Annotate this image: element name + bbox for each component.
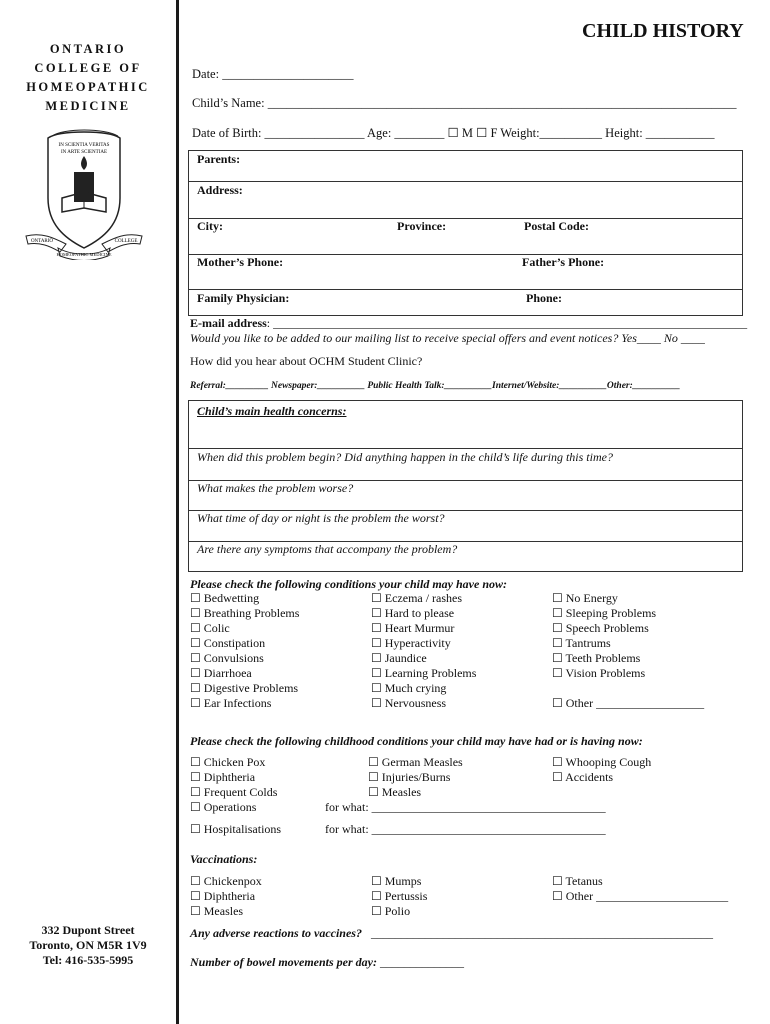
checkbox-item: ☐ Diphtheria: [190, 770, 256, 784]
svg-text:ONTARIO: ONTARIO: [30, 239, 54, 244]
checkbox-item: ☐ Whooping Cough: [552, 755, 652, 769]
checkbox-item: ☐ Constipation: [190, 636, 266, 650]
checkbox-item: ☐ Diarrhoea: [190, 666, 252, 680]
checkbox-item: ☐ Colic: [190, 621, 230, 635]
checkbox-item: ☐ Bedwetting: [190, 591, 260, 605]
vaccinations-col3[interactable]: [552, 874, 728, 904]
main-concerns-field[interactable]: Child’s main health concerns:: [197, 404, 347, 418]
checkbox-item: ☐ Vision Problems: [552, 666, 646, 680]
operations-for-what-field[interactable]: for what: _______________________________________: [325, 800, 606, 814]
hospitalisations-for-what-field[interactable]: for what: _______________________________________: [325, 822, 606, 836]
address-field[interactable]: Address:: [197, 183, 243, 197]
checkbox-item: ☐ Teeth Problems: [552, 651, 641, 665]
conditions-had-col2[interactable]: [368, 755, 463, 800]
checkbox-item: ☐ German Measles: [368, 755, 463, 769]
checkbox-item: ☐ Chickenpox: [190, 874, 262, 888]
mailing-list-question[interactable]: Would you like to be added to our mailing list to receive special offers and event notices? Yes____ No ____: [190, 331, 705, 345]
mother-phone-field[interactable]: Mother’s Phone:: [197, 255, 284, 269]
checkbox-item: ☐ Accidents: [552, 770, 614, 784]
checkbox-item: ☐ Speech Problems: [552, 621, 649, 635]
referral-options[interactable]: Referral:_________ Newspaper:__________ Public Health Talk:__________Internet/Website:__________Other:__________: [190, 381, 681, 391]
page-title: CHILD HISTORY: [582, 20, 744, 42]
margin-divider: [176, 0, 179, 1024]
checkbox-item: ☐ Pertussis: [371, 889, 428, 903]
problem-time-question[interactable]: What time of day or night is the problem the worst?: [197, 511, 445, 525]
checkbox-item: ☐ Eczema / rashes: [371, 591, 463, 605]
checkbox-item: ☐ Breathing Problems: [190, 606, 300, 620]
svg-text:COLLEGE: COLLEGE: [114, 239, 138, 244]
checkbox-item: ☐ Heart Murmur: [371, 621, 455, 635]
checkbox-item: ☐ Jaundice: [371, 651, 427, 665]
email-field[interactable]: E-mail address: _______________________________________________________________________________: [190, 316, 748, 330]
vaccinations-heading: Vaccinations:: [190, 852, 258, 866]
date-field[interactable]: Date: _____________________: [192, 67, 354, 81]
checkbox-item: ☐ Mumps: [371, 874, 422, 888]
checkbox-item: ☐ Hyperactivity: [371, 636, 451, 650]
checkbox-item: ☐ Nervousness: [371, 696, 447, 710]
postal-code-field[interactable]: Postal Code:: [524, 219, 589, 233]
adverse-reactions-field[interactable]: Any adverse reactions to vaccines? _________________________________________________________: [190, 926, 713, 940]
family-physician-field[interactable]: Family Physician:: [197, 291, 290, 305]
svg-text:IN ARTE SCIENTIAE: IN ARTE SCIENTIAE: [60, 150, 108, 155]
checkbox-item: ☐ Other ______________________: [552, 889, 729, 903]
checkbox-item: ☐ Learning Problems: [371, 666, 477, 680]
problem-begin-question[interactable]: When did this problem begin? Did anything happen in the child’s life during this time?: [197, 450, 613, 464]
checkbox-item: ☐ Operations: [190, 800, 257, 814]
checkbox-item: ☐ Measles: [368, 785, 422, 799]
checkbox-item: ☐ Frequent Colds: [190, 785, 278, 799]
checkbox-item: ☐ Digestive Problems: [190, 681, 299, 695]
vaccinations-col2[interactable]: [371, 874, 427, 919]
checkbox-item: ☐ No Energy: [552, 591, 618, 605]
father-phone-field[interactable]: Father’s Phone:: [522, 255, 605, 269]
conditions-now-heading: Please check the following conditions your child may have now:: [190, 577, 507, 591]
checkbox-item: ☐ Measles: [190, 904, 244, 918]
child-name-field[interactable]: Child’s Name: ___________________________________________________________________________: [192, 96, 737, 110]
problem-worse-question[interactable]: What makes the problem worse?: [197, 481, 354, 495]
checkbox-item: ☐ Hard to please: [371, 606, 455, 620]
clinic-address: 332 Dupont Street Toronto, ON M5R 1V9 Tel: 416-535-5995: [29, 923, 147, 967]
conditions-now-col3[interactable]: [552, 591, 704, 711]
referral-question: How did you hear about OCHM Student Clinic?: [190, 354, 423, 368]
conditions-had-col1[interactable]: [190, 755, 277, 815]
city-field[interactable]: City:: [197, 219, 223, 233]
hospitalisations-checkbox[interactable]: ☐ Hospitalisations: [190, 822, 282, 836]
physician-phone-field[interactable]: Phone:: [526, 291, 562, 305]
svg-text:HOMEOPATHIC MEDICINE: HOMEOPATHIC MEDICINE: [56, 252, 112, 257]
symptoms-question[interactable]: Are there any symptoms that accompany the problem?: [197, 542, 458, 556]
college-name: ONTARIO COLLEGE OF HOMEOPATHIC MEDICINE: [26, 42, 150, 113]
conditions-had-col3[interactable]: [552, 755, 651, 785]
checkbox-item: ☐ Convulsions: [190, 651, 264, 665]
conditions-had-heading: Please check the following childhood conditions your child may have had or is having now:: [190, 734, 643, 748]
checkbox-item: ☐ Tantrums: [552, 636, 611, 650]
checkbox-item: ☐ Chicken Pox: [190, 755, 266, 769]
checkbox-item: ☐ Other __________________: [552, 696, 705, 710]
crest-motto: IN SCIENTIA VERITAS: [58, 143, 110, 148]
checkbox-item: ☐ Sleeping Problems: [552, 606, 657, 620]
checkbox-item: ☐ Injuries/Burns: [368, 770, 451, 784]
checkbox-item: ☐ Diphtheria: [190, 889, 256, 903]
checkbox-item: ☐ Polio: [371, 904, 411, 918]
checkbox-item: ☐ Ear Infections: [190, 696, 272, 710]
conditions-now-col1[interactable]: [190, 591, 299, 711]
checkbox-item: [552, 681, 704, 696]
checkbox-item: ☐ Much crying: [371, 681, 447, 695]
dob-age-sex-weight-height-row[interactable]: Date of Birth: ________________ Age: ________ ☐ M ☐ F Weight:__________ Height: ___________: [192, 126, 715, 140]
vaccinations-col1[interactable]: [190, 874, 262, 919]
parents-field[interactable]: Parents:: [197, 152, 241, 166]
bowel-movements-field[interactable]: Number of bowel movements per day: ______________: [190, 955, 464, 969]
college-crest-logo: [22, 128, 146, 260]
conditions-now-col2[interactable]: [371, 591, 476, 711]
checkbox-item: ☐ Tetanus: [552, 874, 603, 888]
province-field[interactable]: Province:: [397, 219, 447, 233]
